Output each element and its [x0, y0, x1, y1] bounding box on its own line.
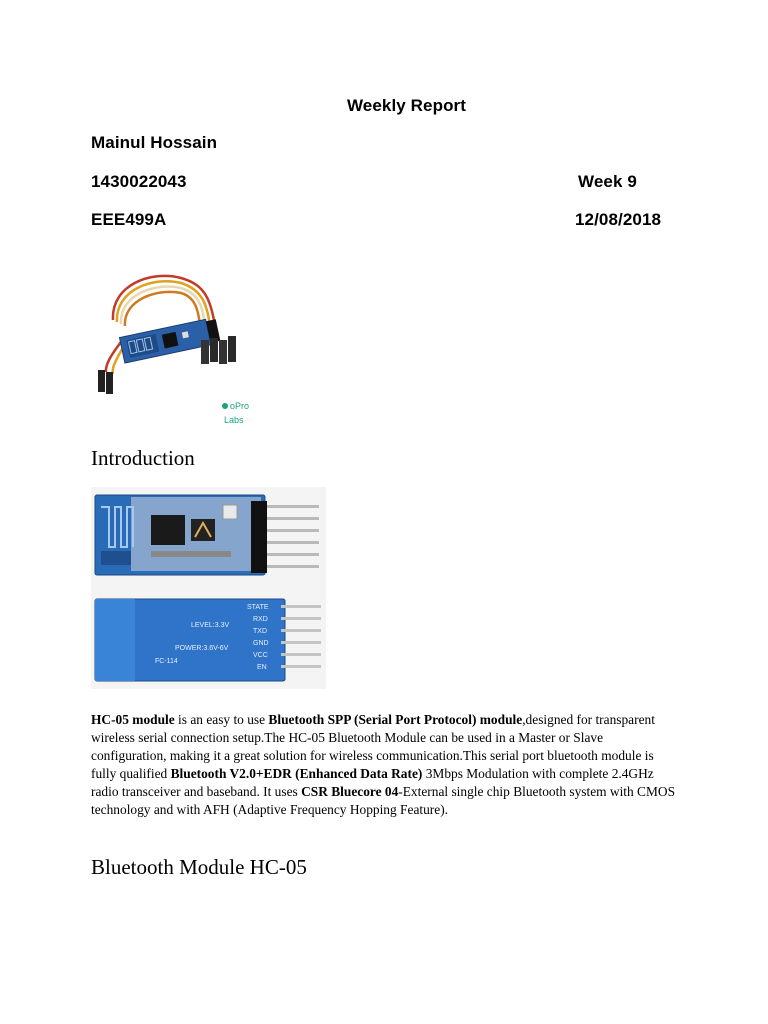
report-date: 12/08/2018 [575, 210, 662, 229]
bluetooth-module-heading: Bluetooth Module HC-05 [91, 855, 307, 879]
student-id: 1430022043 [91, 172, 187, 191]
pin-label-txd: TXD [253, 628, 267, 635]
module-with-wires-image [91, 260, 251, 430]
text-run-1: is an easy to use [174, 712, 269, 727]
text-run-2: ,designed for transparent wireless serial connection setup.The HC-05 Bluetooth Module can be used in a Master or Slave configuration, making it a great solution for wireless communication.This serial port bluetooth module is fully qualified [91, 712, 655, 781]
text-bold-bt-version: Bluetooth V2.0+EDR (Enhanced Data Rate) [170, 766, 423, 781]
pin-label-en: EN [257, 664, 267, 671]
model-text: FC-114 [155, 658, 178, 665]
text-run-3: 3Mbps Modulation with complete 2.4GHz radio transceiver and baseband. It uses [91, 766, 654, 799]
watermark-line2: Labs [224, 415, 244, 425]
text-run-4: -External single chip Bluetooth system with CMOS technology and with AFH (Adaptive Frequency Hopping Feature). [91, 784, 676, 817]
level-text: LEVEL:3.3V [191, 622, 230, 629]
text-bold-spp: Bluetooth SPP (Serial Port Protocol) module [268, 712, 523, 727]
introduction-heading: Introduction [91, 446, 195, 470]
report-title: Weekly Report [346, 96, 467, 115]
course-code: EEE499A [91, 210, 167, 229]
power-text: POWER:3.6V-6V [175, 645, 229, 652]
text-bold-hc05: HC-05 module [91, 712, 175, 727]
pin-label-state: STATE [247, 604, 269, 611]
text-bold-bluecore: CSR Bluecore 04 [301, 784, 399, 799]
hc05-front-back-image [91, 487, 326, 689]
author-name: Mainul Hossain [91, 133, 218, 152]
intro-paragraph [91, 711, 681, 819]
pin-label-vcc: VCC [253, 652, 268, 659]
watermark-line1: oPro [230, 401, 250, 411]
week-number: Week 9 [578, 172, 637, 191]
pin-label-gnd: GND [253, 640, 269, 647]
pin-label-rxd: RXD [253, 616, 268, 623]
